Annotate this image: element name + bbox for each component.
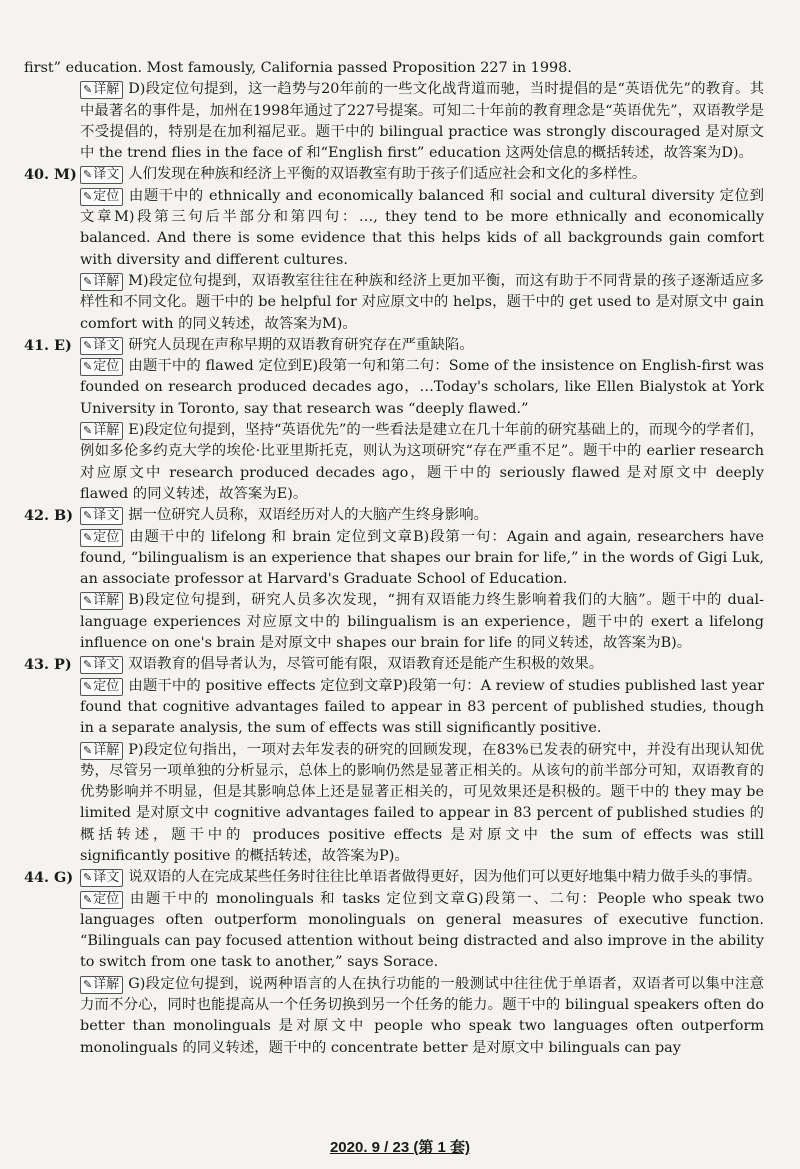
location-text: 由题干中的 positive effects 定位到文章P)段第一句：A review of studies published last year found that cognitive advantages failed to appear in 83 percent of published studies, though in a separate analysis, the sum of effects was still significantly positive.	[80, 677, 764, 737]
translation-tag: ✎译文	[80, 507, 123, 525]
pen-icon: ✎	[83, 658, 93, 672]
translation-text: 说双语的人在完成某些任务时往往比单语者做得更好，因为他们可以更好地集中精力做手头的事情。	[128, 869, 762, 886]
pen-icon: ✎	[83, 594, 93, 608]
pen-icon: ✎	[83, 977, 93, 991]
translation-text: 人们发现在种族和经济上平衡的双语教室有助于孩子们适应社会和文化的多样性。	[128, 166, 647, 183]
question-number: 40. M)	[24, 166, 77, 184]
answer-item	[24, 867, 764, 1059]
question-number: 44. G)	[24, 869, 74, 887]
question-number: 43. P)	[24, 656, 72, 674]
translation-text: 据一位研究人员称，双语经历对人的大脑产生终身影响。	[128, 507, 489, 524]
location-block	[24, 356, 764, 420]
explanation-tag: ✎详解	[80, 592, 123, 610]
explanation-block	[24, 740, 764, 868]
intro-continued-text: first” education. Most famously, California passed Proposition 227 in 1998.	[24, 60, 572, 76]
pen-icon: ✎	[83, 679, 93, 693]
pen-icon: ✎	[83, 530, 93, 544]
pen-icon: ✎	[83, 168, 93, 182]
intro-explanation-text: D)段定位句提到，这一趋势与20年前的一些文化战背道而驰，当时提倡的是“英语优先”的教育。其中最著名的事件是，加州在1998年通过了227号提案。可知二十年前的教育理念是“英语优先”，双语教学是不受提倡的，特别是在加利福尼亚。题干中的 bilingual practice was strongly discouraged 是对原文中 the trend flies in the face of 和“English first” education 这两处信息的概括转述，故答案为D)。	[80, 81, 764, 162]
translation-line	[80, 335, 764, 356]
explanation-block	[24, 590, 764, 654]
pen-icon: ✎	[83, 509, 93, 523]
translation-text: 研究人员现在声称早期的双语教育研究存在严重缺陷。	[128, 336, 474, 353]
answer-item	[24, 505, 764, 654]
location-tag: ✎定位	[80, 678, 123, 696]
explanation-text: E)段定位句提到，坚持“英语优先”的一些看法是建立在几十年前的研究基础上的，而现今的学者们，例如多伦多约克大学的埃伦·比亚里斯托克，则认为这项研究“存在严重不足”。题干中的 earlier research 对应原文中 research produced decades ago，题干中的 seriously flawed 是对原文中 deeply flawed 的同义转述，故答案为E)。	[80, 422, 764, 502]
location-block	[24, 889, 764, 974]
pen-icon: ✎	[83, 892, 93, 906]
pen-icon: ✎	[83, 871, 93, 885]
answer-item	[24, 164, 764, 334]
explanation-tag: ✎详解	[80, 422, 123, 440]
pen-icon: ✎	[83, 743, 93, 757]
location-text: 由题干中的 flawed 定位到E)段第一句和第二句：Some of the insistence on English-first was founded on research produced decades ago，…Today's scholars, like Ellen Bialystok at York University in Toronto, say that research was “deeply flawed.”	[80, 358, 764, 417]
location-tag: ✎定位	[80, 358, 123, 376]
explanation-text: P)段定位句指出，一项对去年发表的研究的回顾发现，在83%已发表的研究中，并没有出现认知优势，尽管另一项单独的分析显示，总体上的影响仍然是显著正相关的。从该句的前半部分可知，双语教育的优势影响并不明显，但是其影响总体上还是显著正相关的，可见效果还是积极的。题干中的 they may be limited 是对原文中 cognitive advantages failed to appear in 83 percent of published studies 的概括转述，题干中的 produces positive effects 是对原文中 the sum of effects was still significantly positive 的概括转述，故答案为P)。	[80, 741, 764, 864]
question-number: 41. E)	[24, 336, 72, 354]
explanation-tag: ✎详解	[80, 273, 123, 291]
location-block	[24, 186, 764, 271]
translation-text: 双语教育的倡导者认为，尽管可能有限，双语教育还是能产生积极的效果。	[128, 656, 604, 673]
answer-item	[24, 654, 764, 867]
pen-icon: ✎	[83, 424, 93, 438]
location-tag: ✎定位	[80, 529, 123, 547]
location-text: 由题干中的 lifelong 和 brain 定位到文章B)段第一句：Again and again, researchers have found, “bilingualism is an experience that shapes our brain for life,” in the words of Gigi Luk, an associate professor at Harvard's Graduate School of Education.	[80, 528, 764, 588]
document-page	[24, 58, 764, 1059]
explanation-block	[24, 974, 764, 1059]
intro-explanation	[24, 79, 764, 164]
location-tag: ✎定位	[80, 188, 123, 206]
translation-line	[80, 654, 764, 675]
location-text: 由题干中的 monolinguals 和 tasks 定位到文章G)段第一、二句：People who speak two languages often outperform monolinguals on general measures of executive function. “Bilinguals can pay focused attention without being distracted and also improve in the ability to switch from one task to another,” says Sorace.	[80, 890, 764, 971]
location-text: 由题干中的 ethnically and economically balanced 和 social and cultural diversity 定位到文章M)段第三句后半部分和第四句：…, they tend to be more ethnically and economically balanced. And there is some evidence that this helps kids of all backgrounds gain comfort with diversity and different cultures.	[80, 187, 764, 268]
translation-tag: ✎译文	[80, 337, 123, 355]
translation-line	[80, 505, 764, 526]
pen-icon: ✎	[83, 274, 93, 288]
location-block	[24, 676, 764, 740]
translation-tag: ✎译文	[80, 166, 123, 184]
explanation-tag: ✎详解	[80, 742, 123, 760]
explanation-text: G)段定位句提到，说两种语言的人在执行功能的一般测试中往往优于单语者，双语者可以集中注意力而不分心，同时也能提高从一个任务切换到另一个任务的能力。题干中的 bilingual speakers often do better than monolinguals 是对原文中 people who speak two languages often outperform monolinguals 的同义转述，题干中的 concentrate better 是对原文中 bilinguals can pay	[80, 975, 764, 1056]
answer-item	[24, 335, 764, 505]
pen-icon: ✎	[83, 338, 93, 352]
explanation-block	[24, 420, 764, 505]
pen-icon: ✎	[83, 83, 93, 97]
page-footer: 2020. 9 / 23 (第 1 套)	[329, 1139, 471, 1156]
pen-icon: ✎	[83, 360, 93, 374]
translation-tag: ✎译文	[80, 869, 123, 887]
explanation-tag: ✎详解	[80, 81, 123, 99]
translation-line	[80, 164, 764, 185]
question-number: 42. B)	[24, 507, 74, 525]
explanation-text: B)段定位句提到，研究人员多次发现，“拥有双语能力终生影响着我们的大脑”。题干中的 dual-language experiences 对应原文中的 bilingualism is an experience，题干中的 exert a lifelong influence on one's brain 是对原文中 shapes our brain for life 的同义转述，故答案为B)。	[80, 592, 764, 652]
translation-line	[80, 867, 764, 888]
translation-tag: ✎译文	[80, 656, 123, 674]
location-tag: ✎定位	[80, 891, 123, 909]
explanation-text: M)段定位句提到，双语教室往往在种族和经济上更加平衡，而这有助于不同背景的孩子逐渐适应多样性和不同文化。题干中的 be helpful for 对应原文中的 helps，题干中的 get used to 是对原文中 gain comfort with 的同义转述，故答案为M)。	[80, 272, 764, 332]
explanation-tag: ✎详解	[80, 976, 123, 994]
explanation-block	[24, 271, 764, 335]
pen-icon: ✎	[83, 189, 93, 203]
location-block	[24, 527, 764, 591]
